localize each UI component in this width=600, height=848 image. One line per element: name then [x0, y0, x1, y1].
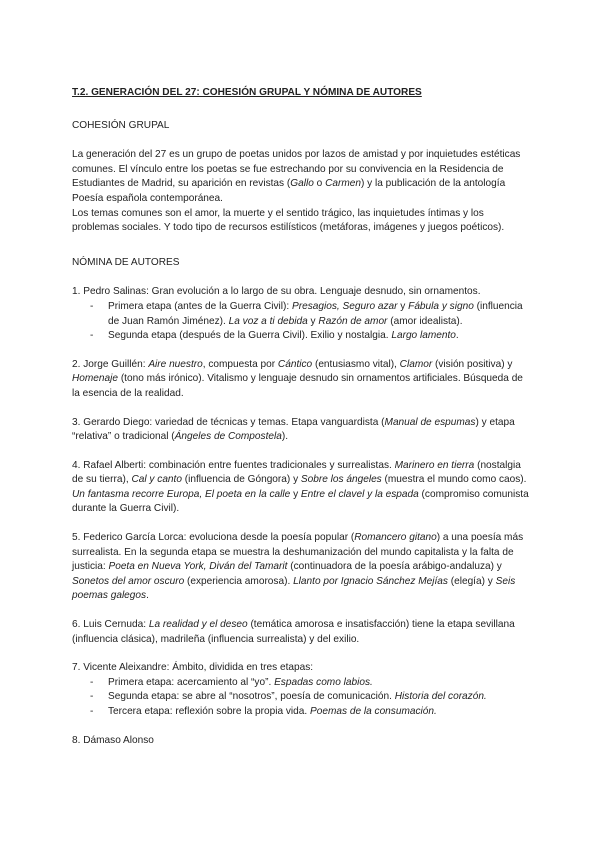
aleixandre-stage-3: - Tercera etapa: reflexión sobre la propia vida. Poemas de la consumación.	[90, 705, 532, 720]
author-alonso: 8. Dámaso Alonso	[72, 734, 154, 746]
author-diego: 3. Gerardo Diego: variedad de técnicas y temas. Etapa vanguardista (Manual de espumas) y etapa “relativa” o tradicional (Ángeles de Compostela).	[72, 416, 515, 443]
cohesion-paragraph-1: La generación del 27 es un grupo de poetas unidos por lazos de amistad y por inquietudes estéticas comunes. El vínculo entre los poetas se fue estrechando por su convivencia en la Residencia de Estudiantes de Madrid, su aparición en revistas (Gallo o Carmen) y la publicación de la antología Poesía española contemporánea.	[72, 149, 521, 204]
section-heading-nomina: NÓMINA DE AUTORES	[72, 256, 180, 268]
author-aleixandre	[72, 661, 532, 719]
aleixandre-stage-2: - Segunda etapa: se abre al “nosotros”, poesía de comunicación. Historia del corazón.	[90, 690, 532, 705]
author-lorca: 5. Federico García Lorca: evoluciona desde la poesía popular (Romancero gitano) a una poesía más surrealista. En la segunda etapa se muestra la deshumanización del mundo capitalista y la falta de justicia: Poeta en Nueva York, Diván del Tamarit (continuadora de la poesía arábigo-andaluza) y Sonetos del amor oscuro (experiencia amorosa). Llanto por Ignacio Sánchez Mejías (elegía) y Seis poemas galegos.	[72, 532, 524, 602]
section-heading-cohesion: COHESIÓN GRUPAL	[72, 119, 170, 131]
document-page	[72, 86, 532, 748]
author-alberti: 4. Rafael Alberti: combinación entre fuentes tradicionales y surrealistas. Marinero en tierra (nostalgia de su tierra), Cal y canto (influencia de Góngora) y Sobre los ángeles (muestra el mundo como caos). Un fantasma recorre Europa, El poeta en la calle y Entre el clavel y la espada (compromiso comunista durante la Guerra Civil).	[72, 459, 529, 515]
author-salinas	[72, 285, 532, 343]
salinas-stage-2: - Segunda etapa (después de la Guerra Civil). Exilio y nostalgia. Largo lamento.	[90, 329, 532, 344]
author-cernuda: 6. Luis Cernuda: La realidad y el deseo (temática amorosa e insatisfacción) tiene la etapa sevillana (influencia clásica), madrileña (influencia surrealista) y del exilio.	[72, 619, 515, 645]
salinas-stage-1: - Primera etapa (antes de la Guerra Civil): Presagios, Seguro azar y Fábula y signo (influencia de Juan Ramón Jiménez). La voz a ti debida y Razón de amor (amor idealista).	[90, 300, 532, 329]
aleixandre-stages	[72, 676, 532, 720]
salinas-stages	[72, 300, 532, 344]
page-title: T.2. GENERACIÓN DEL 27: COHESIÓN GRUPAL Y NÓMINA DE AUTORES	[72, 87, 422, 98]
aleixandre-intro: 7. Vicente Aleixandre: Ámbito, dividida en tres etapas:	[72, 662, 314, 674]
aleixandre-stage-1: - Primera etapa: acercamiento al “yo”. Espadas como labios.	[90, 676, 532, 691]
author-guillen: 2. Jorge Guillén: Aire nuestro, compuesta por Cántico (entusiasmo vital), Clamor (visión positiva) y Homenaje (tono más irónico). Vitalismo y lenguaje desnudo sin ornamentos artificiales. Búsqueda de la esencia de la realidad.	[72, 358, 523, 399]
cohesion-paragraph-2: Los temas comunes son el amor, la muerte y el sentido trágico, las inquietudes íntimas y los problemas sociales. Y todo tipo de recursos estilísticos (metáforas, imágenes y juegos poéticos).	[72, 207, 505, 234]
salinas-intro: 1. Pedro Salinas: Gran evolución a lo largo de su obra. Lenguaje desnudo, sin ornamentos.	[72, 286, 481, 298]
